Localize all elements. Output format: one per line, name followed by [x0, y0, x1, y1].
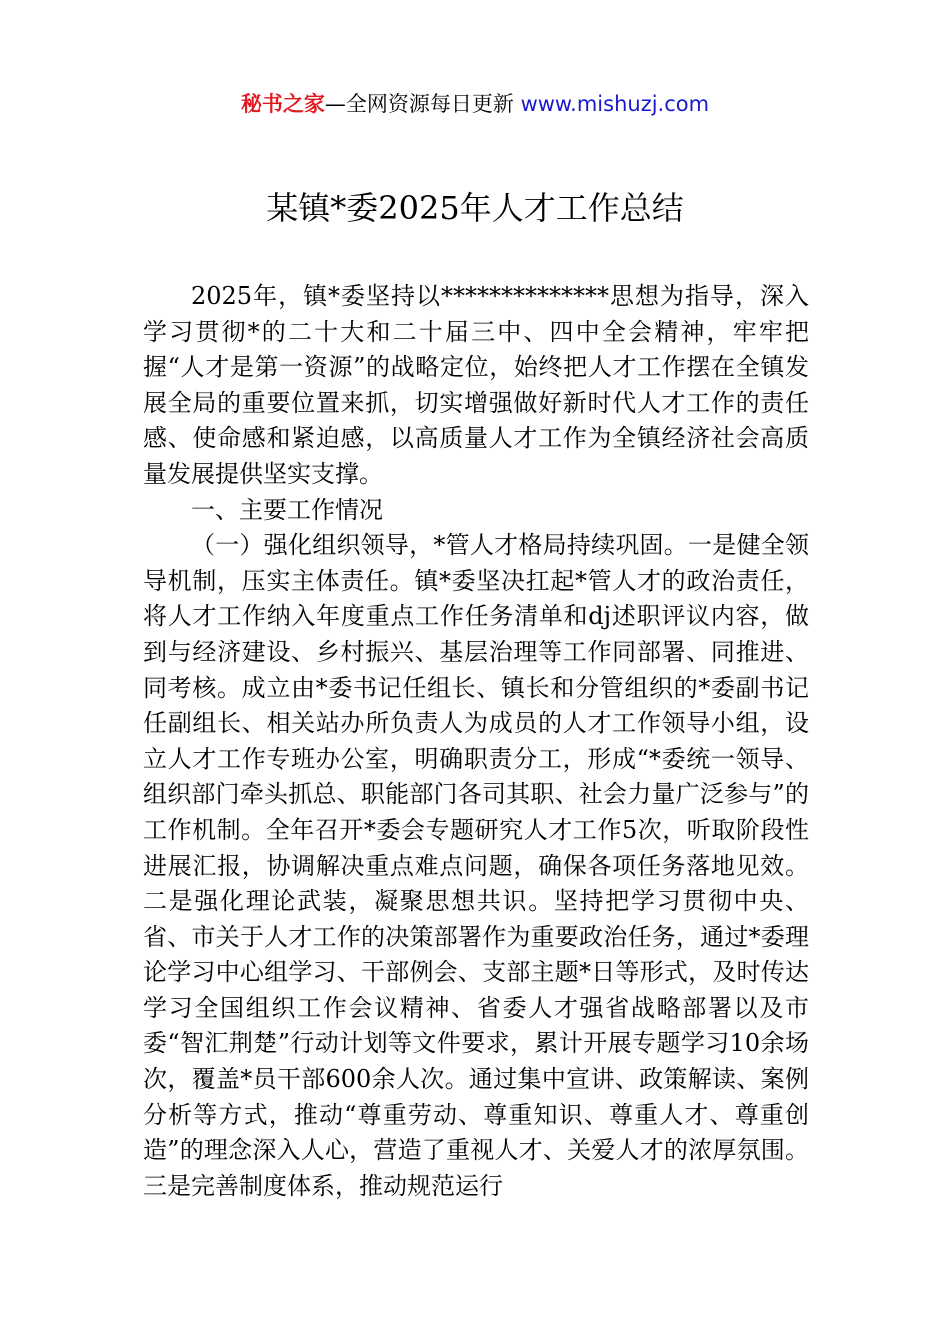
header-tagline: —全网资源每日更新: [324, 92, 521, 116]
section-heading: 一、主要工作情况: [191, 495, 383, 524]
brand-name: 秘书之家: [240, 92, 325, 116]
site-header: [0, 88, 950, 120]
document-title: 某镇*委2025年人才工作总结: [266, 189, 684, 227]
document-body: [143, 279, 809, 1204]
intro-paragraph: 2025年，镇*委坚持以**************思想为指导，深入学习贯彻*的二十大和二十届三中、四中全会精神，牢牢把握“人才是第一资源”的战略定位，始终把人才工作摆在全镇发展全局的重要位置来抓，切实增强做好新时代人才工作的责任感、使命感和紧迫感，以高质量人才工作为全镇经济社会高质量发展提供坚实支撑。: [143, 282, 809, 488]
body-paragraph: （一）强化组织领导，*管人才格局持续巩固。一是健全领导机制，压实主体责任。镇*委坚决扛起*管人才的政治责任，将人才工作纳入年度重点工作任务清单和dj述职评议内容，做到与经济建设、乡村振兴、基层治理等工作同部署、同推进、同考核。成立由*委书记任组长、镇长和分管组织的*委副书记任副组长、相关站办所负责人为成员的人才工作领导小组，设立人才工作专班办公室，明确职责分工，形成“*委统一领导、组织部门牵头抓总、职能部门各司其职、社会力量广泛参与”的工作机制。全年召开*委会专题研究人才工作5次，听取阶段性进展汇报，协调解决重点难点问题，确保各项任务落地见效。二是强化理论武装，凝聚思想共识。坚持把学习贯彻中央、省、市关于人才工作的决策部署作为重要政治任务，通过*委理论学习中心组学习、干部例会、支部主题*日等形式，及时传达学习全国组织工作会议精神、省委人才强省战略部署以及市委“智汇荆楚”行动计划等文件要求，累计开展专题学习10余场次，覆盖*员干部600余人次。通过集中宣讲、政策解读、案例分析等方式，推动“尊重劳动、尊重知识、尊重人才、尊重创造”的理念深入人心，营造了重视人才、关爱人才的浓厚氛围。三是完善制度体系，推动规范运行: [143, 531, 809, 1200]
site-url-link[interactable]: www.mishuzj.com: [520, 92, 710, 116]
